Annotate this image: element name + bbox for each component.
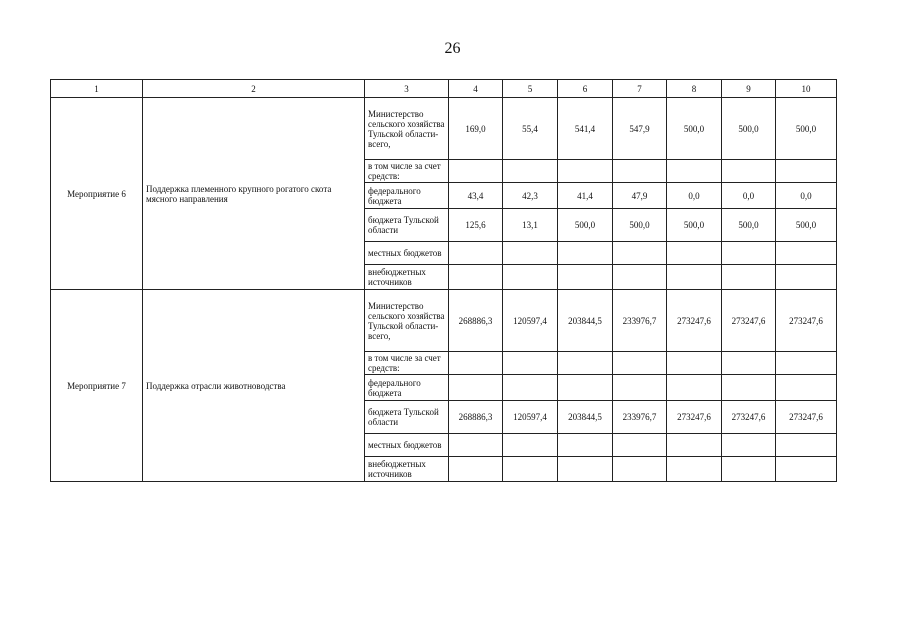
value-cell: 42,3 bbox=[503, 183, 558, 209]
table-row bbox=[51, 98, 837, 160]
value-cell bbox=[776, 375, 837, 401]
value-cell bbox=[558, 160, 613, 183]
value-cell bbox=[722, 375, 776, 401]
value-cell: 0,0 bbox=[667, 183, 722, 209]
funding-source: Министерство сельского хозяйства Тульской области- всего, bbox=[365, 290, 449, 352]
value-cell bbox=[722, 457, 776, 482]
value-cell: 273247,6 bbox=[722, 290, 776, 352]
funding-source: Министерство сельского хозяйства Тульской области- всего, bbox=[365, 98, 449, 160]
value-cell bbox=[503, 434, 558, 457]
value-cell bbox=[558, 265, 613, 290]
value-cell: 0,0 bbox=[722, 183, 776, 209]
value-cell: 500,0 bbox=[722, 209, 776, 242]
column-header: 6 bbox=[558, 80, 613, 98]
value-cell bbox=[722, 265, 776, 290]
value-cell bbox=[776, 434, 837, 457]
event-name: Мероприятие 7 bbox=[51, 290, 143, 482]
value-cell: 500,0 bbox=[722, 98, 776, 160]
value-cell bbox=[503, 352, 558, 375]
value-cell: 233976,7 bbox=[613, 290, 667, 352]
value-cell: 547,9 bbox=[613, 98, 667, 160]
value-cell bbox=[613, 160, 667, 183]
value-cell: 268886,3 bbox=[449, 401, 503, 434]
value-cell bbox=[503, 375, 558, 401]
value-cell: 120597,4 bbox=[503, 401, 558, 434]
value-cell bbox=[449, 160, 503, 183]
column-header: 8 bbox=[667, 80, 722, 98]
value-cell: 500,0 bbox=[613, 209, 667, 242]
value-cell bbox=[667, 352, 722, 375]
value-cell bbox=[776, 242, 837, 265]
value-cell: 500,0 bbox=[558, 209, 613, 242]
value-cell bbox=[449, 352, 503, 375]
value-cell: 55,4 bbox=[503, 98, 558, 160]
column-header: 3 bbox=[365, 80, 449, 98]
value-cell: 273247,6 bbox=[722, 401, 776, 434]
header-row bbox=[51, 80, 837, 98]
value-cell bbox=[449, 375, 503, 401]
column-header: 4 bbox=[449, 80, 503, 98]
value-cell bbox=[776, 160, 837, 183]
value-cell bbox=[449, 434, 503, 457]
value-cell: 0,0 bbox=[776, 183, 837, 209]
value-cell: 500,0 bbox=[667, 209, 722, 242]
value-cell bbox=[613, 457, 667, 482]
funding-source: в том числе за счет средств: bbox=[365, 160, 449, 183]
column-header: 10 bbox=[776, 80, 837, 98]
value-cell: 125,6 bbox=[449, 209, 503, 242]
column-header: 2 bbox=[143, 80, 365, 98]
value-cell: 203844,5 bbox=[558, 290, 613, 352]
value-cell bbox=[503, 457, 558, 482]
value-cell: 233976,7 bbox=[613, 401, 667, 434]
funding-source: в том числе за счет средств: bbox=[365, 352, 449, 375]
value-cell bbox=[503, 242, 558, 265]
value-cell bbox=[449, 265, 503, 290]
value-cell: 273247,6 bbox=[667, 290, 722, 352]
funding-source: внебюджетных источников bbox=[365, 265, 449, 290]
value-cell bbox=[722, 242, 776, 265]
value-cell: 273247,6 bbox=[776, 290, 837, 352]
value-cell: 500,0 bbox=[667, 98, 722, 160]
value-cell bbox=[776, 352, 837, 375]
value-cell: 268886,3 bbox=[449, 290, 503, 352]
value-cell bbox=[722, 352, 776, 375]
value-cell bbox=[722, 160, 776, 183]
value-cell bbox=[558, 352, 613, 375]
column-header: 9 bbox=[722, 80, 776, 98]
column-header: 5 bbox=[503, 80, 558, 98]
value-cell: 203844,5 bbox=[558, 401, 613, 434]
value-cell bbox=[613, 265, 667, 290]
value-cell bbox=[667, 160, 722, 183]
funding-source: бюджета Тульской области bbox=[365, 401, 449, 434]
event-description: Поддержка племенного крупного рогатого скота мясного направления bbox=[143, 98, 365, 290]
value-cell bbox=[613, 375, 667, 401]
column-header: 7 bbox=[613, 80, 667, 98]
page-number: 26 bbox=[444, 40, 461, 57]
value-cell: 120597,4 bbox=[503, 290, 558, 352]
value-cell bbox=[667, 242, 722, 265]
value-cell bbox=[613, 352, 667, 375]
value-cell bbox=[776, 457, 837, 482]
value-cell bbox=[558, 375, 613, 401]
value-cell bbox=[667, 434, 722, 457]
funding-source: местных бюджетов bbox=[365, 242, 449, 265]
funding-source: федерального бюджета bbox=[365, 183, 449, 209]
value-cell: 47,9 bbox=[613, 183, 667, 209]
value-cell bbox=[558, 242, 613, 265]
funding-source: бюджета Тульской области bbox=[365, 209, 449, 242]
value-cell bbox=[558, 434, 613, 457]
event-name: Мероприятие 6 bbox=[51, 98, 143, 290]
column-header: 1 bbox=[51, 80, 143, 98]
funding-source: федерального бюджета bbox=[365, 375, 449, 401]
value-cell: 169,0 bbox=[449, 98, 503, 160]
value-cell bbox=[613, 434, 667, 457]
value-cell bbox=[503, 160, 558, 183]
funding-source: местных бюджетов bbox=[365, 434, 449, 457]
value-cell bbox=[449, 242, 503, 265]
table-row bbox=[51, 290, 837, 352]
value-cell bbox=[503, 265, 558, 290]
value-cell: 41,4 bbox=[558, 183, 613, 209]
value-cell: 13,1 bbox=[503, 209, 558, 242]
value-cell bbox=[613, 242, 667, 265]
value-cell bbox=[667, 375, 722, 401]
value-cell: 541,4 bbox=[558, 98, 613, 160]
value-cell bbox=[776, 265, 837, 290]
value-cell: 500,0 bbox=[776, 98, 837, 160]
value-cell: 43,4 bbox=[449, 183, 503, 209]
value-cell bbox=[449, 457, 503, 482]
value-cell: 273247,6 bbox=[667, 401, 722, 434]
event-description: Поддержка отрасли животноводства bbox=[143, 290, 365, 482]
value-cell bbox=[667, 457, 722, 482]
budget-table bbox=[50, 79, 837, 482]
value-cell: 500,0 bbox=[776, 209, 837, 242]
value-cell: 273247,6 bbox=[776, 401, 837, 434]
value-cell bbox=[722, 434, 776, 457]
value-cell bbox=[558, 457, 613, 482]
funding-source: внебюджетных источников bbox=[365, 457, 449, 482]
value-cell bbox=[667, 265, 722, 290]
